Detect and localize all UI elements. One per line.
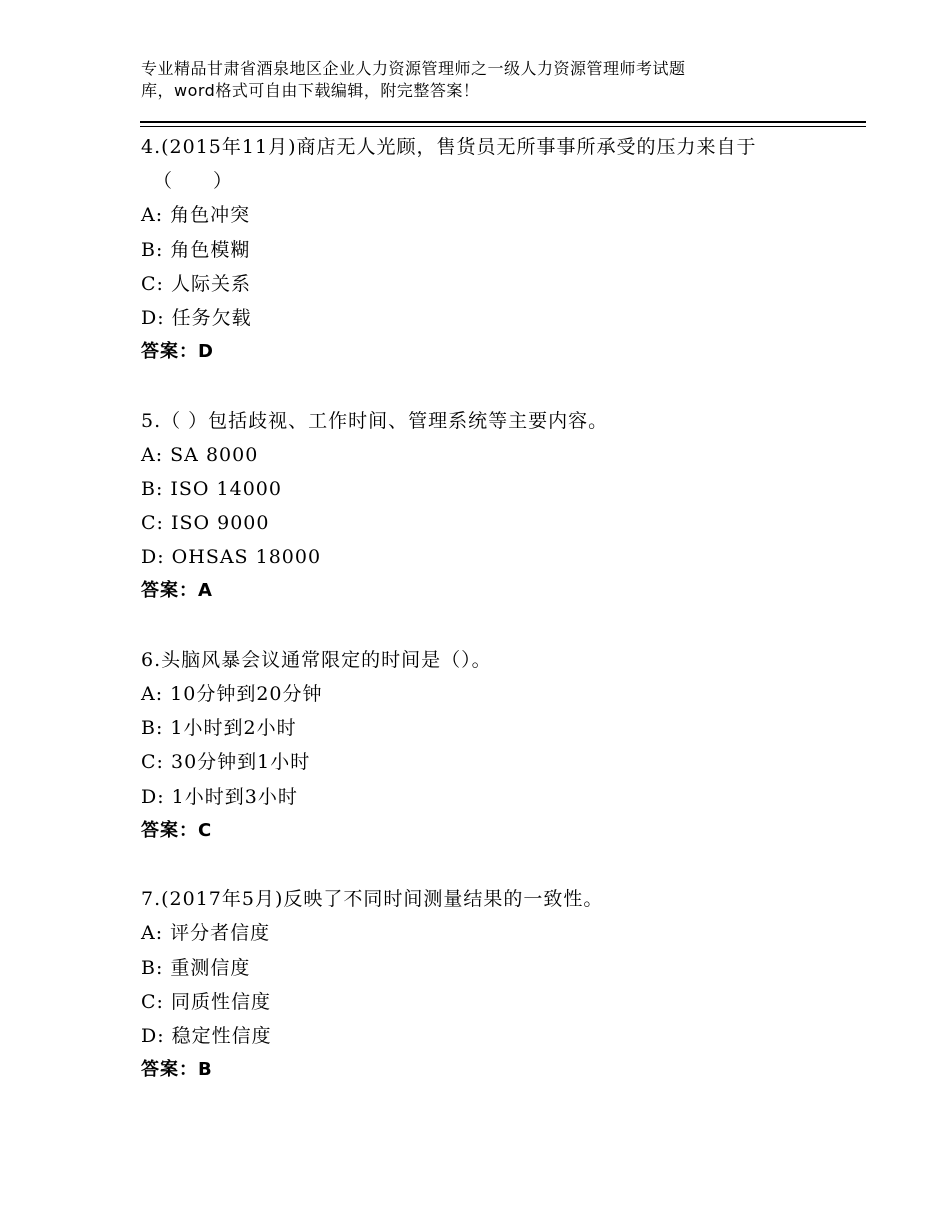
question-stem: 5.（ ）包括歧视、工作时间、管理系统等主要内容。 — [141, 409, 609, 432]
question-spacer — [141, 609, 841, 643]
question-4 — [141, 130, 841, 369]
option-c: C: ISO 9000 — [141, 512, 270, 535]
question-5 — [141, 404, 841, 609]
option-b: B: 角色模糊 — [141, 238, 251, 261]
header-title-line-1: 专业精品甘肃省酒泉地区企业人力资源管理师之一级人力资源管理师考试题 — [141, 59, 686, 78]
question-list — [141, 130, 841, 1087]
option-d: D: OHSAS 18000 — [141, 546, 322, 569]
question-6 — [141, 643, 841, 848]
question-spacer — [141, 369, 841, 403]
question-stem: 4.(2015年11月)商店无人光顾，售货员无所事事所承受的压力来自于 — [141, 136, 757, 158]
option-a: A: 评分者信度 — [141, 922, 271, 945]
answer-line: 答案：B — [141, 1059, 213, 1081]
option-b: B: 重测信度 — [141, 956, 251, 979]
option-a: A: 角色冲突 — [141, 204, 251, 227]
option-c: C: 同质性信度 — [141, 990, 271, 1013]
option-c: C: 人际关系 — [141, 272, 251, 295]
option-d: D: 稳定性信度 — [141, 1024, 272, 1047]
question-stem: 7.(2017年5月)反映了不同时间测量结果的一致性。 — [141, 888, 604, 911]
option-a: A: 10分钟到20分钟 — [141, 683, 323, 705]
option-a: A: SA 8000 — [141, 443, 259, 466]
option-b: B: 1小时到2小时 — [141, 717, 297, 740]
document-header — [141, 58, 781, 102]
question-7 — [141, 882, 841, 1087]
option-d: D: 1小时到3小时 — [141, 785, 298, 808]
question-stem: 6.头脑风暴会议通常限定的时间是（）。 — [141, 648, 492, 671]
question-stem-continuation: （ ） — [153, 170, 234, 193]
header-divider-thin — [140, 126, 866, 127]
answer-line: 答案：C — [141, 819, 213, 841]
header-divider-thick — [140, 121, 866, 123]
answer-line: 答案：A — [141, 580, 213, 602]
option-c: C: 30分钟到1小时 — [141, 751, 311, 774]
option-d: D: 任务欠载 — [141, 306, 252, 329]
answer-line: 答案：D — [141, 341, 214, 363]
header-title-line-2: 库，word格式可自由下载编辑，附完整答案！ — [141, 81, 480, 100]
option-b: B: ISO 14000 — [141, 477, 282, 500]
question-spacer — [141, 848, 841, 882]
